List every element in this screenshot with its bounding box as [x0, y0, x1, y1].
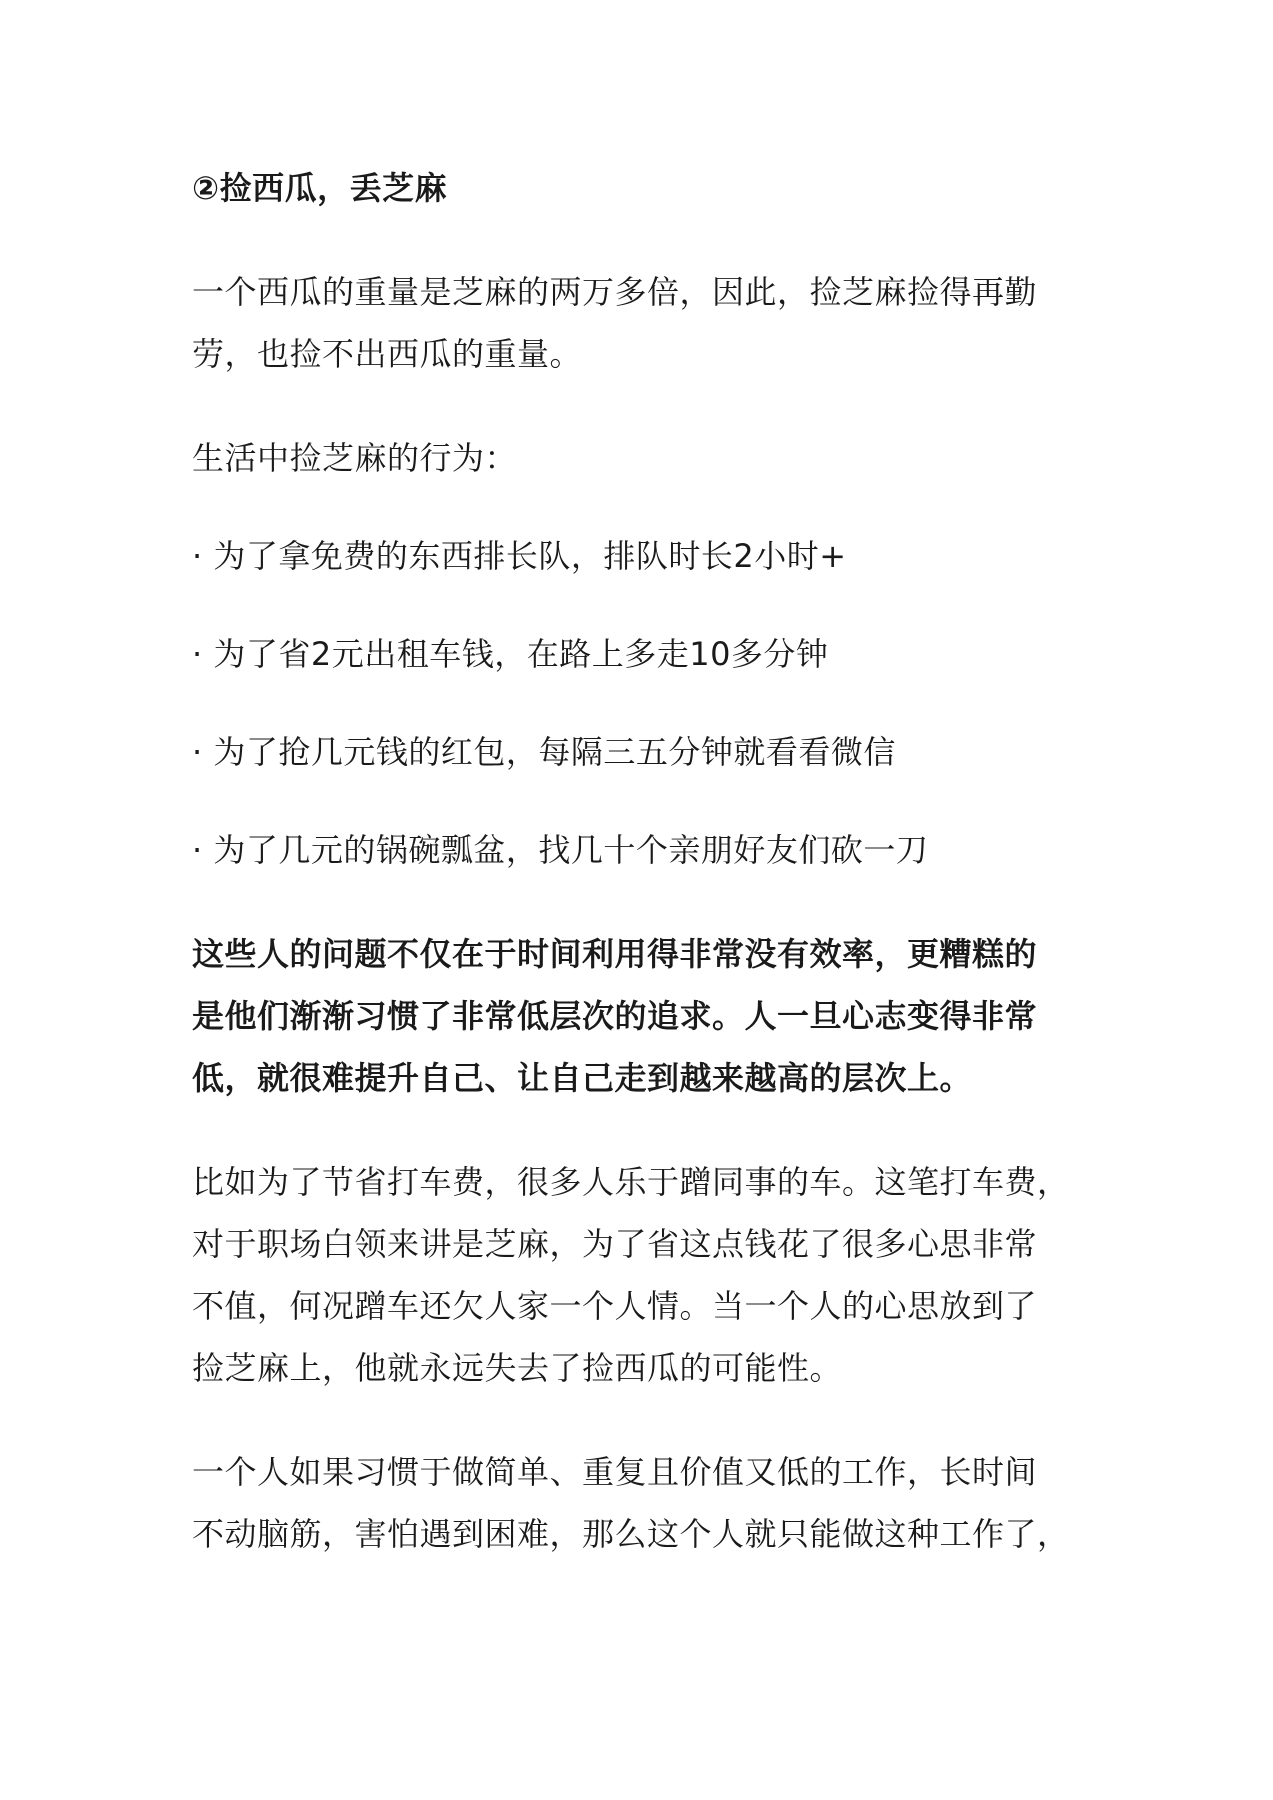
list-item: · 为了拿免费的东西排长队，排队时长2小时+	[192, 537, 847, 575]
emphasis-line: 是他们渐渐习惯了非常低层次的追求。人一旦心志变得非常	[192, 997, 1038, 1035]
paragraph-line: 对于职场白领来讲是芝麻，为了省这点钱花了很多心思非常	[192, 1225, 1038, 1263]
paragraph-line: 不动脑筋，害怕遇到困难，那么这个人就只能做这种工作了，	[192, 1515, 1070, 1553]
paragraph-line: 劳，也捡不出西瓜的重量。	[192, 335, 583, 373]
list-item: · 为了省2元出租车钱，在路上多走10多分钟	[192, 635, 829, 673]
list-intro: 生活中捡芝麻的行为：	[192, 439, 518, 477]
paragraph-line: 一个人如果习惯于做简单、重复且价值又低的工作，长时间	[192, 1453, 1038, 1491]
emphasis-line: 这些人的问题不仅在于时间利用得非常没有效率，更糟糕的	[192, 935, 1038, 973]
paragraph-line: 不值，何况蹭车还欠人家一个人情。当一个人的心思放到了	[192, 1287, 1038, 1325]
emphasis-line: 低，就很难提升自己、让自己走到越来越高的层次上。	[192, 1059, 973, 1097]
list-item: · 为了几元的锅碗瓢盆，找几十个亲朋好友们砍一刀	[192, 831, 929, 869]
paragraph-line: 捡芝麻上，他就永远失去了捡西瓜的可能性。	[192, 1349, 843, 1387]
paragraph-line: 比如为了节省打车费，很多人乐于蹭同事的车。这笔打车费，	[192, 1163, 1070, 1201]
paragraph-line: 一个西瓜的重量是芝麻的两万多倍，因此，捡芝麻捡得再勤	[192, 273, 1038, 311]
list-item: · 为了抢几元钱的红包，每隔三五分钟就看看微信	[192, 733, 896, 771]
section-heading: ②捡西瓜，丢芝麻	[192, 169, 448, 207]
